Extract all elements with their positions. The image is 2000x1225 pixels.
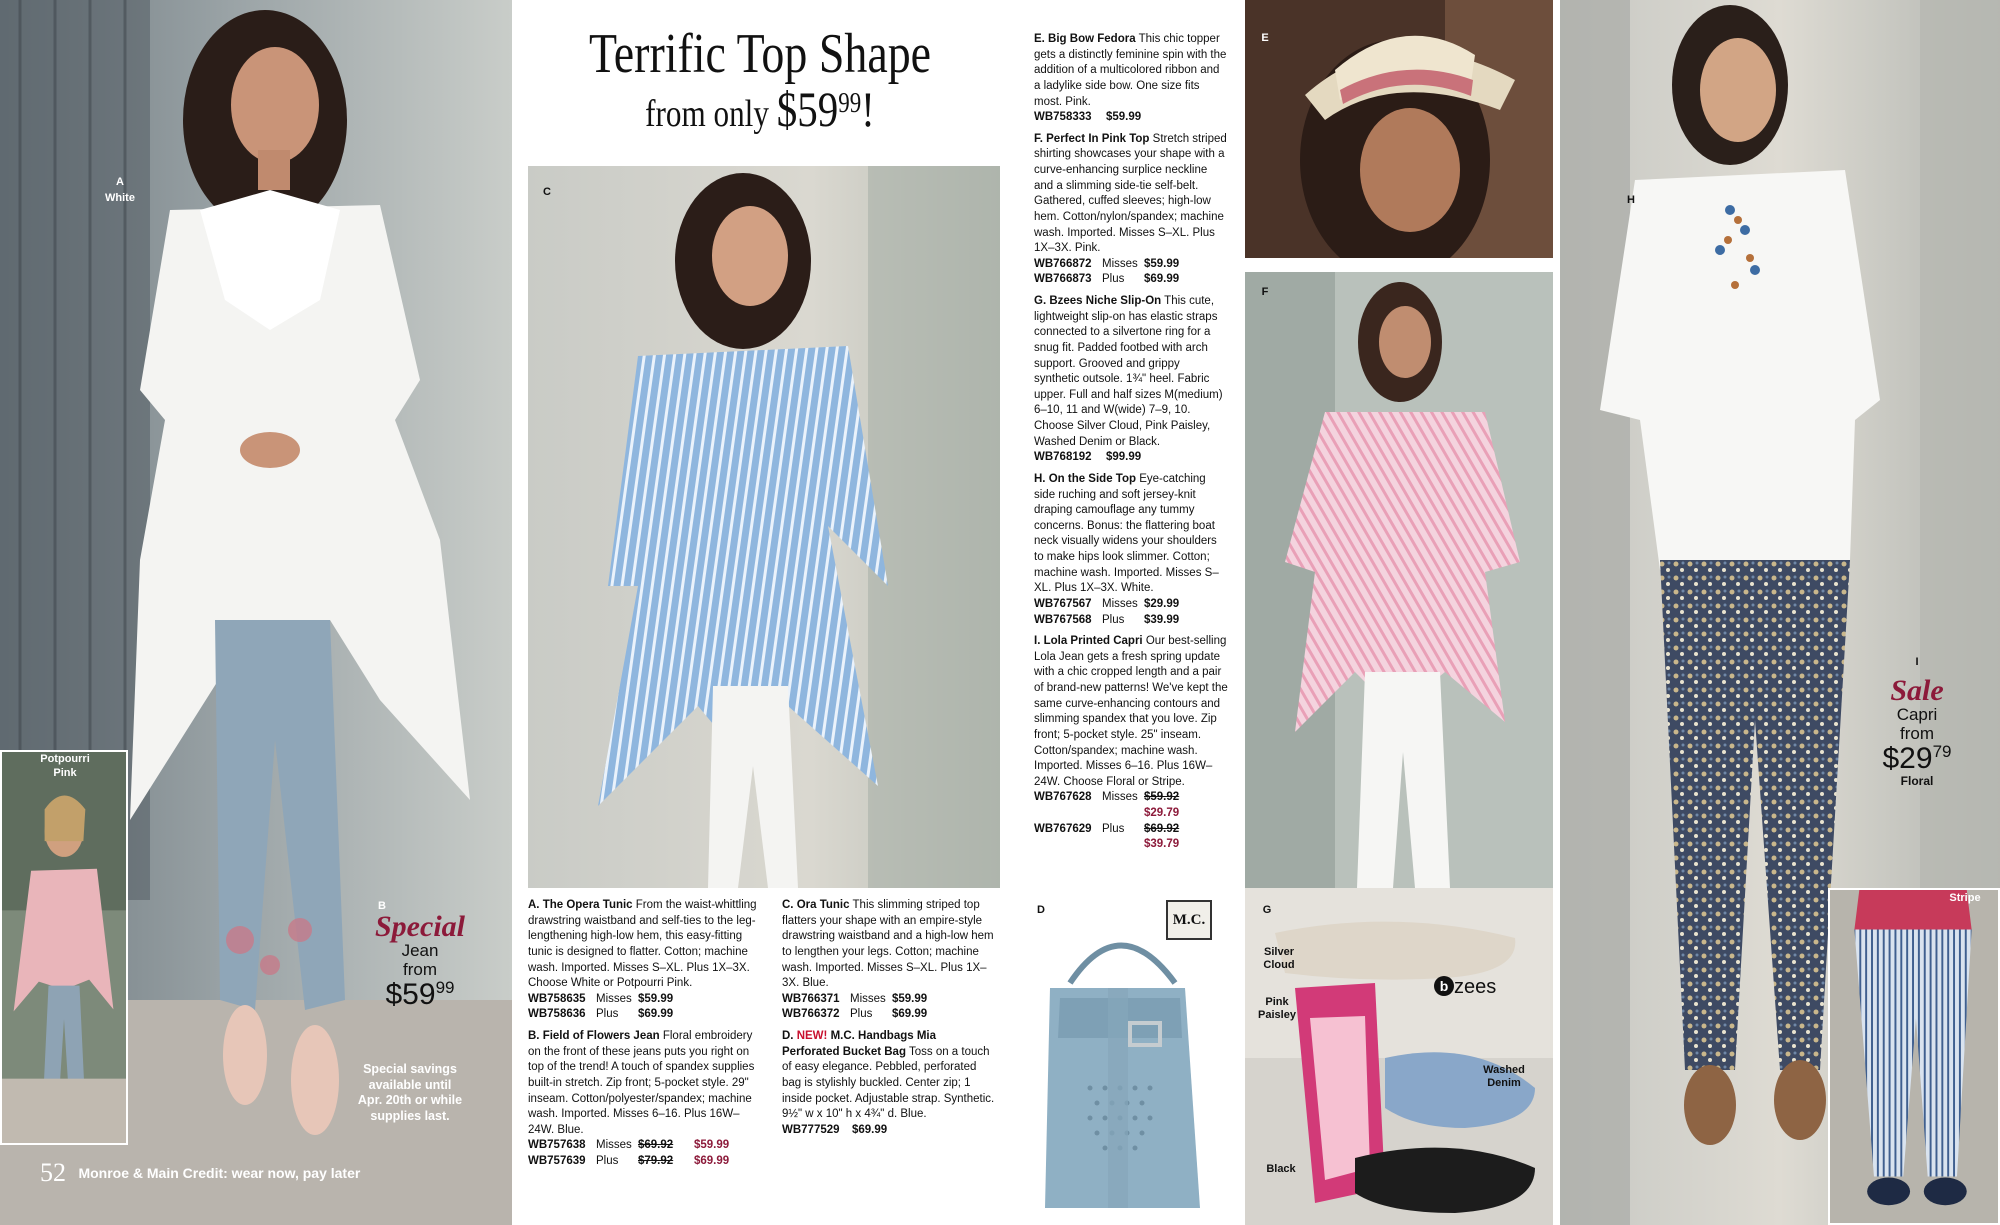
label-stripe: Stripe <box>1949 892 1981 904</box>
item-b: B. Field of Flowers Jean Floral embroidery on the front of these jeans puts you right on top of the trend! A touch of spandex supplies built-in stretch. Zip front; 5-pocket style. 29" inseam. Cotton/polyester/spandex; machine wash. Imported. Misses 6–16. Plus 16W–24W. Blue. WB757638 Misses $69.92 $59.99 WB757639 Plus $79.92 $69.99 <box>528 1030 755 1167</box>
item-c: C. Ora Tunic This slimming striped top flatters your shape with an empire-style drawstring waistband and a high-low hem to lengthen your legs. Cotton; machine wash. Imported. Misses S–XL. Plus 1X–3X. Blue. WB766371 Misses $59.99 WB766372 Plus $69.99 <box>782 899 994 1021</box>
label-inset-color-1: Potpourri <box>40 753 90 765</box>
special-from: from <box>403 959 437 979</box>
label-f: F <box>1261 286 1269 298</box>
label-e: E <box>1261 32 1269 44</box>
item-f: F. Perfect In Pink Top Stretch striped shirting showcases your shape with a curve-enhancing surplice neckline and a slimming side-tie self-belt. Gathered, cuffed sleeves; high-low hem. Cotton/nylon/spandex; machine wash. Imported. Misses S–XL. Plus 1X–3X. Pink. WB766872 Misses $59.99 WB766873 Plus $69.99 <box>1034 132 1227 286</box>
item-d: D. NEW! M.C. Handbags Mia Perforated Bucket Bag Toss on a touch of easy elegance. Pebbled, perforated bag is stylishly buckled. Center zip; 1 inside pocket. Adjustable strap. Synthetic. 9½" w x 10" h x 4¾" d. Blue. WB777529 $69.99 <box>782 1030 995 1136</box>
sale-word: Sale <box>1890 674 1944 707</box>
label-a: A <box>116 176 124 188</box>
label-a-color: White <box>105 192 135 204</box>
label-c: C <box>543 186 551 198</box>
sale-callout <box>1862 676 1972 788</box>
photo-inset-potpourri-pink <box>0 750 128 1145</box>
mc-logo: M.C. <box>1166 900 1212 940</box>
copy-items-e-i <box>1034 32 1228 859</box>
special-callout <box>360 912 480 1011</box>
shoe-pink-paisley: Pink Paisley <box>1258 996 1296 1022</box>
photo-inset-stripe-capri <box>1828 888 2000 1225</box>
headline-line2: from only $\$59^{99}$! <box>645 81 875 137</box>
copy-items-c-d <box>782 898 996 1144</box>
bzees-b-mark: b <box>1434 976 1454 996</box>
photo-c-blue-tunic <box>528 166 1000 888</box>
headline <box>540 23 980 137</box>
photo-f-pink-top <box>1245 272 1553 888</box>
page-footer <box>40 1158 360 1188</box>
sale-color: Floral <box>1900 773 1934 788</box>
sale-sub: Capri <box>1896 705 1938 724</box>
label-i: I <box>1915 656 1919 668</box>
sale-from: from <box>1900 723 1934 743</box>
item-i: I. Lola Printed Capri Our best-selling Lola Jean gets a fresh spring update with a chic cropped length and a pair of brand-new patterns! We've kept the same curve-enhancing contours and slimming spandex that you love. Zip front; 5-pocket style. 25" inseam. Cotton/spandex; machine wash. Imported. Misses 6–16. Plus 16W–24W. Choose Floral or Stripe. WB767628 Misses $59.92 $29.79 WB767629 Plus $69.92 $39.79 <box>1034 635 1228 851</box>
special-sub: Jean <box>401 941 439 960</box>
item-h: H. On the Side Top Eye-catching side ruching and soft jersey-knit draping camouflage any tummy concerns. Bonus: the flattering boat neck visually widens your shoulders to make hips look slimmer. Cotton; machine wash. Imported. Misses S–XL. Plus 1X–3X. White. WB767567 Misses $29.99 WB767568 Plus $39.99 <box>1034 472 1219 626</box>
item-e: E. Big Bow Fedora This chic topper gets a distinctly feminine spin with the addition of a multicolored ribbon and a ladylike side bow. One size fits most. Pink. WB758333 $59.99 <box>1034 33 1227 124</box>
photo-e-fedora <box>1245 0 1553 258</box>
special-price: $\$59^{99}$ <box>385 978 455 1012</box>
item-g: G. Bzees Niche Slip-On This cute, lightweight slip-on has elastic straps connected to a silvertone ring for a snug fit. Padded footbed with arch support. Grooved and grippy synthetic outsole. 1¾" heel. Fabric upper. Full and half sizes M(medium) 6–10, 11 and W(wide) 7–9, 10. Choose Silver Cloud, Pink Paisley, Washed Denim or Black. WB768192 $99.99 <box>1034 295 1223 464</box>
shoe-black: Black <box>1266 1163 1296 1175</box>
shoe-silver-cloud: Silver Cloud <box>1263 946 1295 972</box>
headline-line1: Terrific Top Shape <box>588 23 932 85</box>
label-h: H <box>1627 194 1635 206</box>
label-b: B <box>378 900 386 912</box>
footer-text: Monroe & Main Credit: wear now, pay later <box>78 1165 361 1181</box>
sale-price: $\$29^{79}$ <box>1882 742 1952 776</box>
bzees-logo: b zees <box>1434 976 1496 999</box>
label-g: G <box>1262 904 1272 916</box>
copy-items-a-b <box>528 898 760 1176</box>
label-inset-color-2: Pink <box>53 767 77 779</box>
item-a: A. The Opera Tunic From the waist-whittling drawstring waistband and self-ties to the leg-lengthening high-low hem, this easy-fitting tunic is designed to flatter. Cotton; machine wash. Imported. Misses S–XL. Plus 1X–3X. Choose White or Potpourri Pink. WB758635 Misses $59.99 WB758636 Plus $69.99 <box>528 899 757 1021</box>
special-note: Special savings available until Apr. 20th or while supplies last. <box>357 1062 463 1123</box>
label-d: D <box>1037 904 1045 916</box>
page-number: 52 <box>40 1158 66 1187</box>
shoe-washed-denim: Washed Denim <box>1483 1064 1525 1090</box>
special-word: Special <box>375 910 465 943</box>
